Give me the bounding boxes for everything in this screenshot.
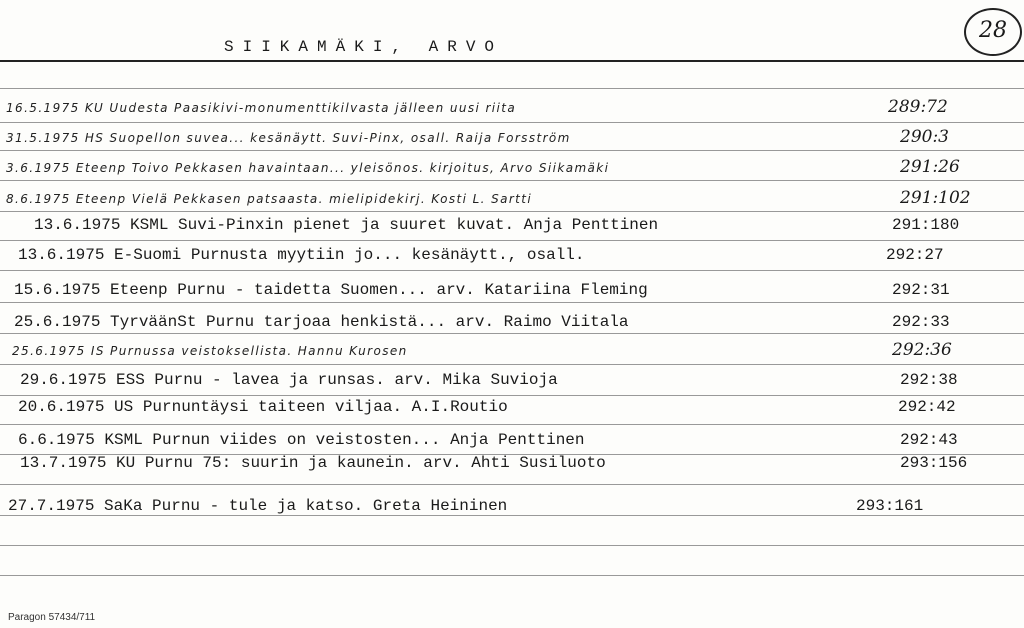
- entry-ref: 293:156: [900, 454, 968, 472]
- entry-text: 15.6.1975 Eteenp Purnu - taidetta Suomen... arv. Katariina Fleming: [14, 281, 648, 299]
- card-footer: Paragon 57434/711: [8, 612, 96, 623]
- entry-ref: 292:36: [892, 340, 952, 360]
- entry-text: 8.6.1975 Eteenp Vielä Pekkasen patsaasta. mielipidekirj. Kosti L. Sartti: [6, 192, 533, 206]
- card-entry: [0, 127, 1024, 155]
- entry-text: 20.6.1975 US Purnuntäysi taiteen viljaa. A.I.Routio: [18, 398, 508, 416]
- entry-text: 13.6.1975 KSML Suvi-Pinxin pienet ja suuret kuvat. Anja Penttinen: [34, 216, 659, 234]
- card-entry: [0, 216, 1024, 244]
- card-entry: [0, 340, 1024, 368]
- entry-text: 25.6.1975 TyrväänSt Purnu tarjoaa henkistä... arv. Raimo Viitala: [14, 313, 629, 331]
- header-rule: [0, 60, 1024, 62]
- card-entry: [0, 246, 1024, 274]
- ruled-line: [0, 88, 1024, 89]
- card-number-circle: [964, 8, 1022, 56]
- entry-text: 31.5.1975 HS Suopellon suvea... kesänäytt. Suvi-Pinx, osall. Raija Forsström: [6, 131, 571, 145]
- ruled-line: [0, 575, 1024, 576]
- entry-text: 29.6.1975 ESS Purnu - lavea ja runsas. arv. Mika Suvioja: [20, 371, 558, 389]
- card-entry: [0, 497, 1024, 525]
- card-entry: [0, 157, 1024, 185]
- card-entry: [0, 313, 1024, 341]
- card-entry: [0, 281, 1024, 309]
- entry-ref: 291:180: [892, 216, 960, 234]
- entry-ref: 292:33: [892, 313, 950, 331]
- card-title: SIIKAMÄKI, ARVO: [224, 38, 504, 56]
- ruled-line: [0, 484, 1024, 485]
- entry-text: 13.6.1975 E-Suomi Purnusta myytiin jo... kesänäytt., osall.: [18, 246, 585, 264]
- ruled-line: [0, 545, 1024, 546]
- card-entry: [0, 398, 1024, 426]
- card-entry: [0, 97, 1024, 125]
- entry-text: 3.6.1975 Eteenp Toivo Pekkasen havaintaan... yleisönos. kirjoitus, Arvo Siikamäki: [6, 161, 610, 175]
- entry-ref: 289:72: [888, 97, 948, 117]
- card-number: 28: [979, 18, 1007, 43]
- entry-ref: 293:161: [856, 497, 924, 515]
- entry-ref: 291:102: [900, 188, 971, 208]
- entry-text: 16.5.1975 KU Uudesta Paasikivi-monumenttikilvasta jälleen uusi riita: [6, 101, 517, 115]
- entry-ref: 291:26: [900, 157, 960, 177]
- entry-ref: 292:38: [900, 371, 958, 389]
- entry-ref: 292:42: [898, 398, 956, 416]
- card-entry: [0, 371, 1024, 399]
- card-entry: [0, 454, 1024, 482]
- entry-text: 6.6.1975 KSML Purnun viides on veistosten... Anja Penttinen: [18, 431, 585, 449]
- entry-text: 25.6.1975 IS Purnussa veistoksellista. Hannu Kurosen: [12, 344, 408, 358]
- entry-text: 13.7.1975 KU Purnu 75: suurin ja kaunein. arv. Ahti Susiluoto: [20, 454, 606, 472]
- entry-ref: 292:31: [892, 281, 950, 299]
- card-entry: [0, 188, 1024, 216]
- entry-ref: 292:43: [900, 431, 958, 449]
- entry-ref: 292:27: [886, 246, 944, 264]
- entry-ref: 290:3: [900, 127, 949, 147]
- entry-text: 27.7.1975 SaKa Purnu - tule ja katso. Greta Heininen: [8, 497, 508, 515]
